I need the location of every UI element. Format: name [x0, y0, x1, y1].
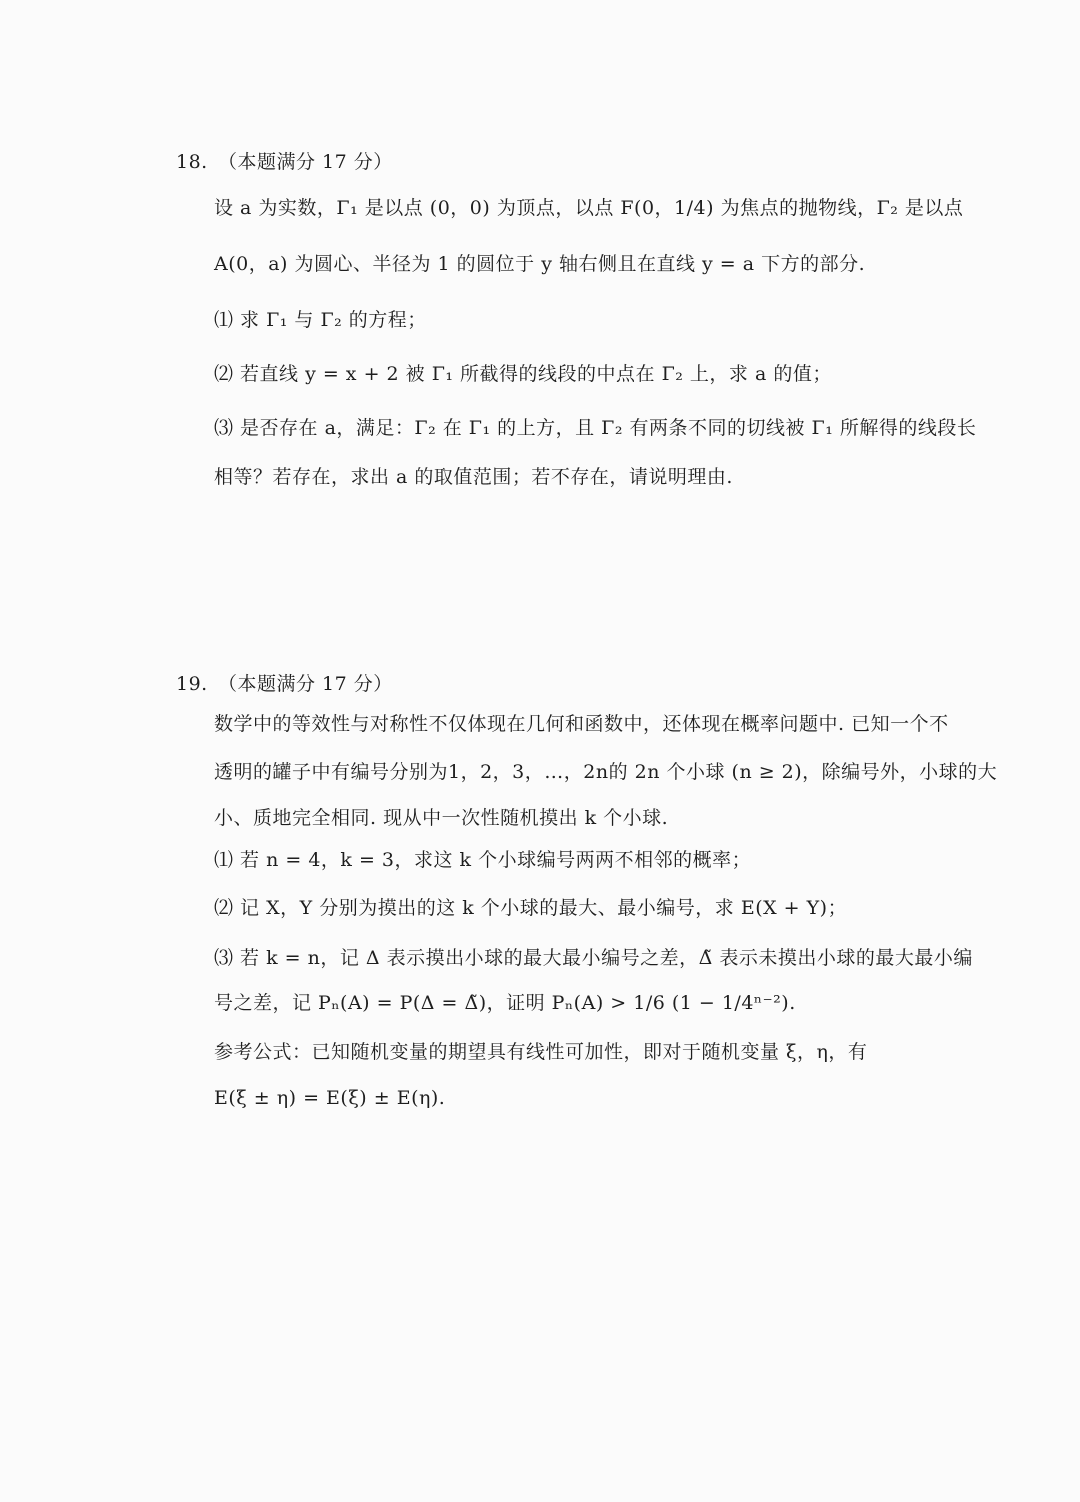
- q19-reference-line-2: E(ξ ± η) = E(ξ) ± E(η).: [214, 1087, 446, 1109]
- q19-part-1: ⑴ 若 n = 4，k = 3，求这 k 个小球编号两两不相邻的概率；: [214, 849, 752, 871]
- q19-score: （本题满分 17 分）: [218, 673, 393, 695]
- q18-number: 18.: [176, 151, 208, 173]
- q19-stem-line-3: 小、质地完全相同. 现从中一次性随机摸出 k 个小球.: [214, 807, 669, 829]
- q19-reference-line-1: 参考公式：已知随机变量的期望具有线性可加性，即对于随机变量 ξ，η，有: [214, 1041, 868, 1063]
- q18-part-3-line-2: 相等？若存在，求出 a 的取值范围；若不存在，请说明理由.: [214, 466, 733, 488]
- q18-stem-line-2: A(0，a) 为圆心、半径为 1 的圆位于 y 轴右侧且在直线 y = a 下方的部分.: [214, 253, 866, 275]
- q19-stem-line-1: 数学中的等效性与对称性不仅体现在几何和函数中，还体现在概率问题中. 已知一个不: [214, 713, 949, 735]
- q18-part-2: ⑵ 若直线 y = x + 2 被 Γ₁ 所截得的线段的中点在 Γ₂ 上，求 a 的值；: [214, 363, 832, 385]
- q18-score: （本题满分 17 分）: [218, 151, 393, 173]
- q18-part-3-line-1: ⑶ 是否存在 a，满足：Γ₂ 在 Γ₁ 的上方，且 Γ₂ 有两条不同的切线被 Γ₁ 所解得的线段长: [214, 417, 977, 439]
- q19-part-3-line-1: ⑶ 若 k = n，记 Δ 表示摸出小球的最大最小编号之差，Δ̃ 表示未摸出小球的最大最小编: [214, 947, 973, 969]
- q18-stem-line-1: 设 a 为实数，Γ₁ 是以点 (0，0) 为顶点，以点 F(0，1/4) 为焦点的抛物线，Γ₂ 是以点: [214, 197, 964, 219]
- q19-stem-line-2: 透明的罐子中有编号分别为1，2，3，…，2n的 2n 个小球 (n ≥ 2)，除编号外，小球的大: [214, 761, 998, 783]
- q18-part-1: ⑴ 求 Γ₁ 与 Γ₂ 的方程；: [214, 309, 427, 331]
- q19-part-3-line-2: 号之差，记 Pₙ(A) = P(Δ = Δ̃)，证明 Pₙ(A) > 1/6 (1 − 1/4ⁿ⁻²).: [214, 992, 796, 1014]
- q19-part-2: ⑵ 记 X，Y 分别为摸出的这 k 个小球的最大、最小编号，求 E(X + Y)；: [214, 897, 848, 919]
- q19-number: 19.: [176, 673, 208, 695]
